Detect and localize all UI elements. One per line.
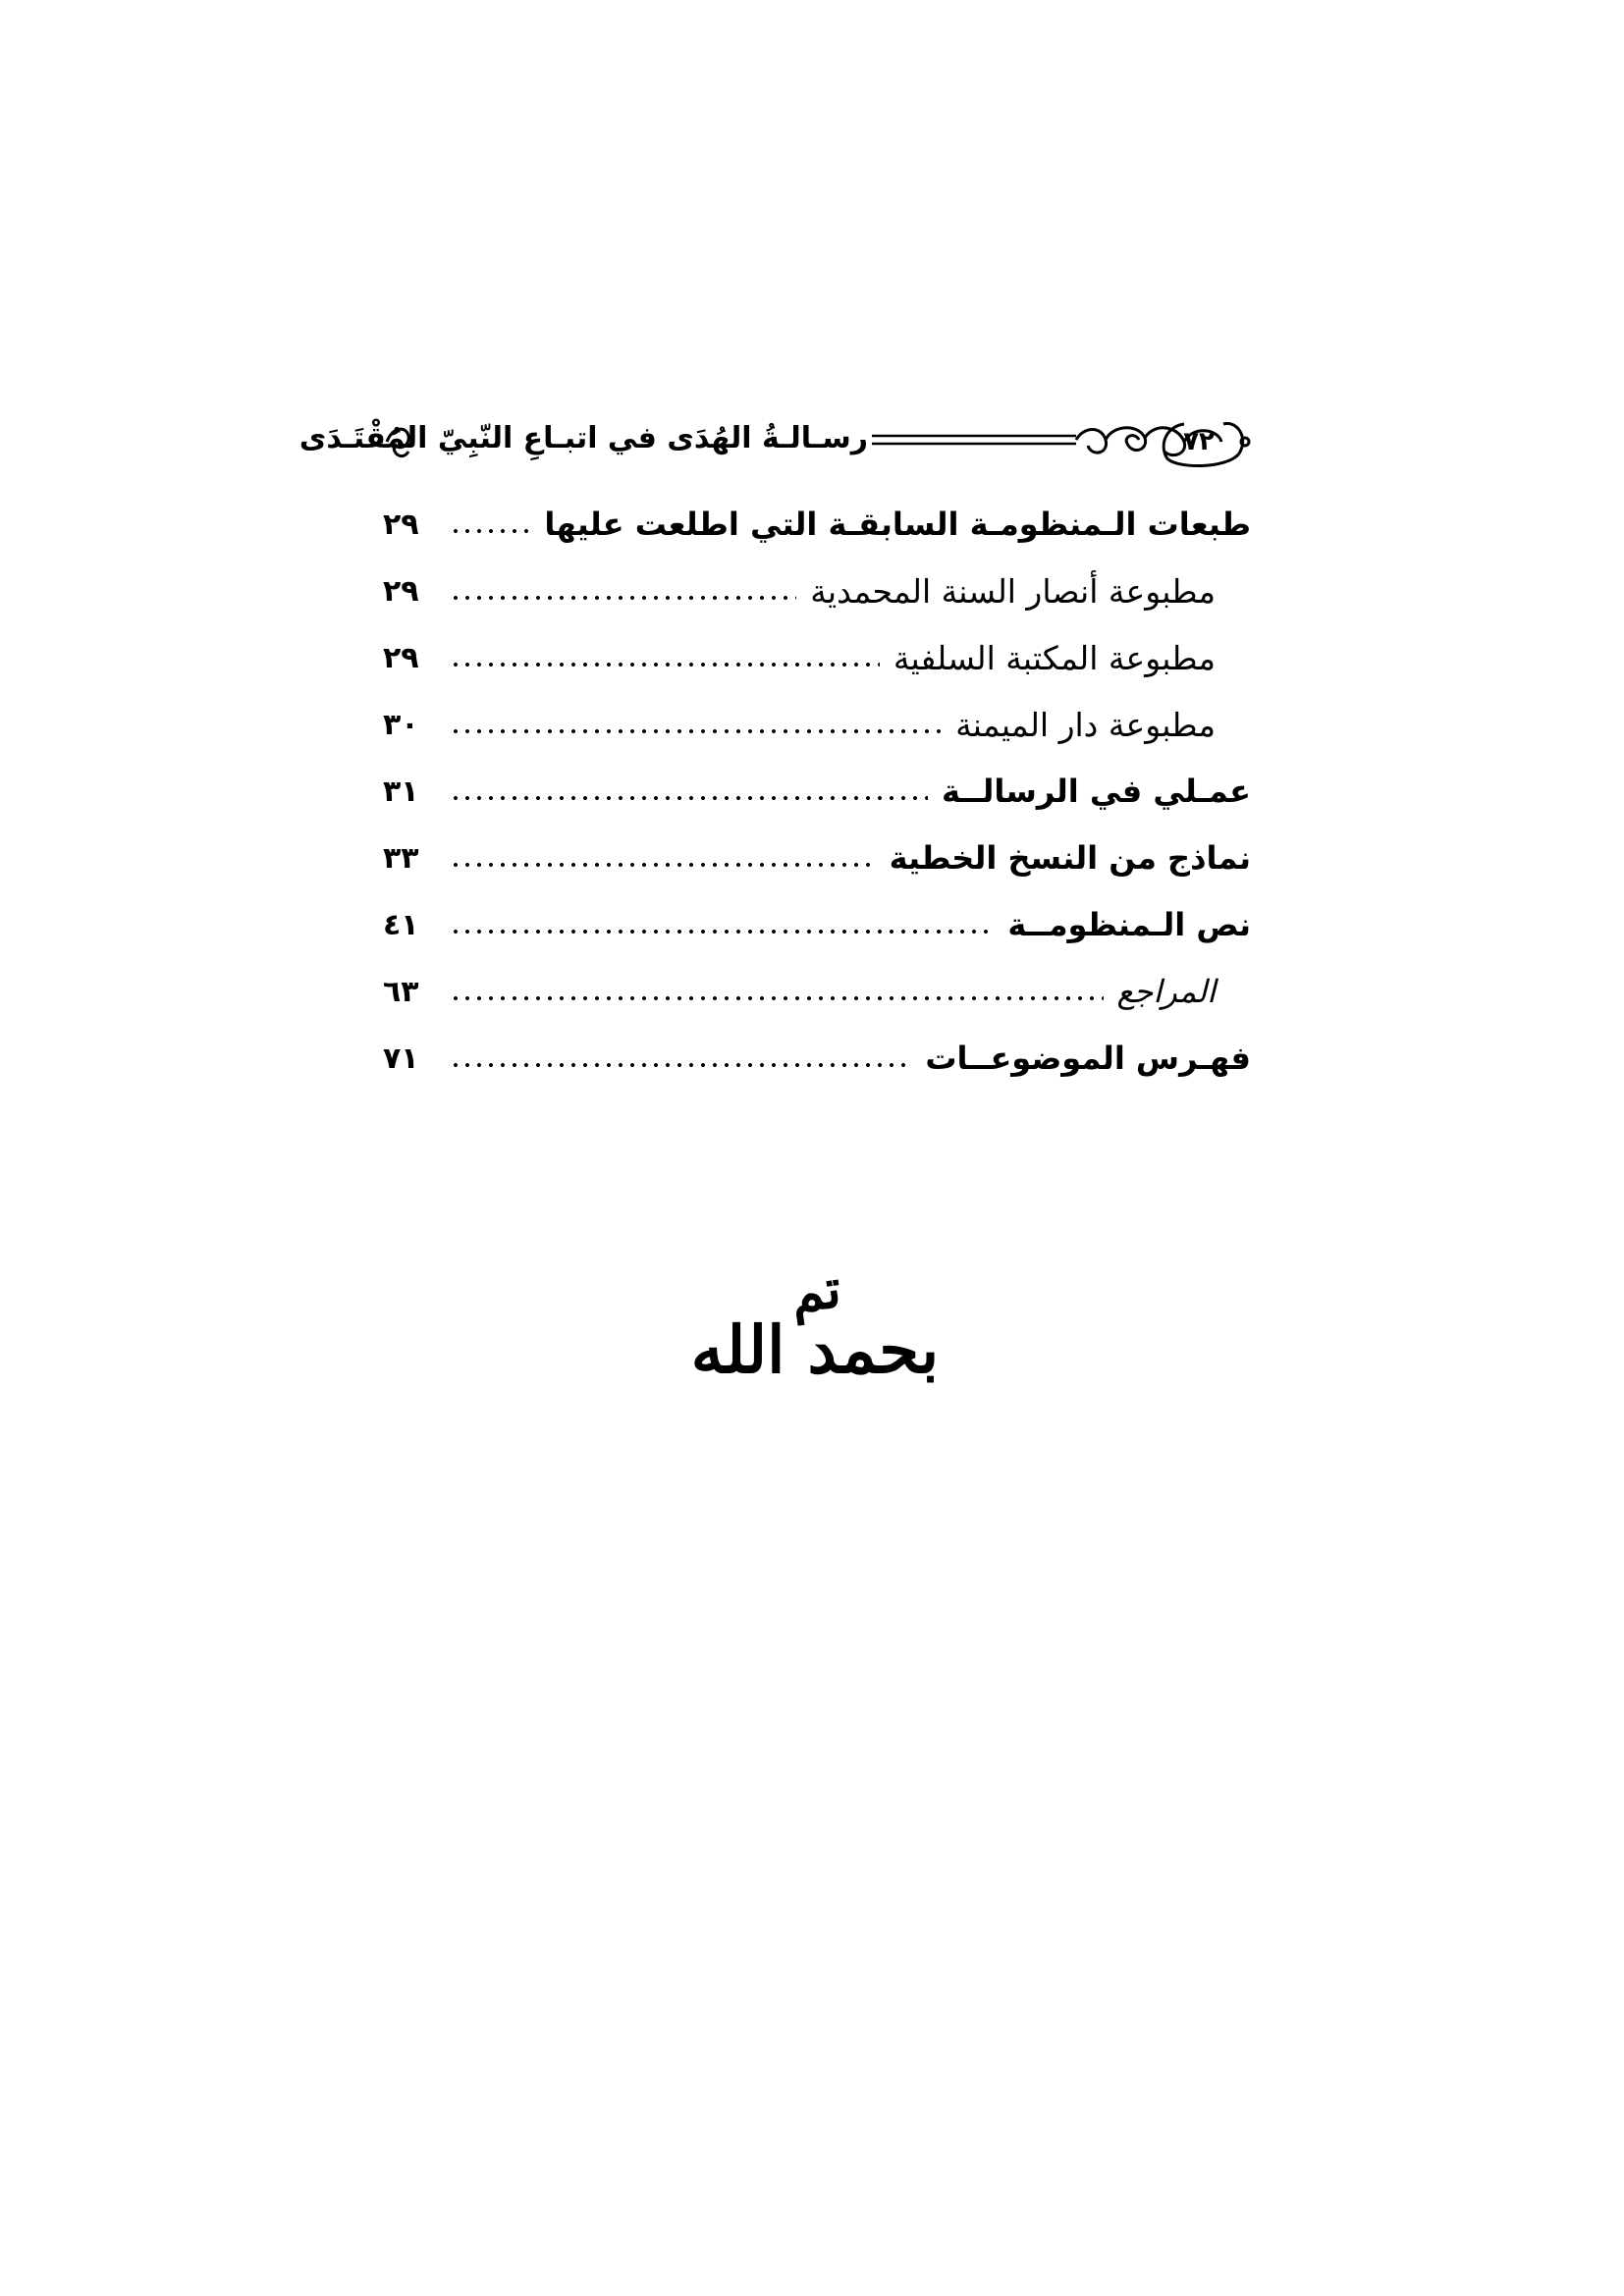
toc-page-number: ٣٣ [383,840,419,876]
toc-row[interactable] [383,491,1251,558]
toc-entry-title: مطبوعة دار الميمنة [955,705,1216,744]
toc-row[interactable] [383,558,1251,624]
closing-text [687,1217,943,1414]
toc-page-number: ٢٩ [383,507,419,542]
toc-entry-title: المراجع [1116,973,1216,1010]
closing-line-1: تم [785,1255,844,1326]
page-number: ٧٢ [1183,427,1215,456]
toc-page-number: ٦٣ [383,974,419,1009]
toc-dot-leader [450,595,796,601]
toc-dot-leader [450,728,942,734]
toc-dot-leader [450,528,530,534]
toc-entry-title: نماذج من النسخ الخطية [889,839,1251,877]
toc-row[interactable] [383,758,1251,825]
toc-dot-leader [450,662,880,667]
toc-page-number: ٧١ [383,1041,419,1076]
header-rule [872,436,1076,444]
toc-row[interactable] [383,624,1251,691]
toc-dot-leader [450,995,1104,1001]
toc-entry-title: مطبوعة أنصار السنة المحمدية [810,571,1216,611]
table-of-contents [383,491,1251,1092]
toc-dot-leader [450,795,928,801]
toc-row[interactable] [383,891,1251,958]
toc-entry-title: طبعات الـمنظومـة السابقـة التي اطلعت عليها [544,506,1251,543]
toc-page-number: ٣٠ [383,707,419,742]
toc-dot-leader [450,929,994,934]
toc-page-number: ٢٩ [383,573,419,609]
toc-entry-title: عمـلي في الرسالــة [942,773,1251,810]
toc-entry-title: نص الـمنظومــة [1007,906,1251,943]
toc-dot-leader [450,862,876,868]
toc-row[interactable] [383,1025,1251,1092]
toc-row[interactable] [383,825,1251,891]
closing-calligraphy [687,1217,943,1414]
toc-row[interactable] [383,691,1251,758]
toc-page-number: ٣١ [383,774,419,809]
toc-entry-title: فهـرس الموضوعــات [925,1040,1251,1077]
closing-line-2: بحمد الله [690,1311,940,1388]
toc-dot-leader [450,1062,911,1068]
toc-entry-title: مطبوعة المكتبة السلفية [893,638,1216,677]
running-title: رسـالـةُ الهُدَى في اتبـاعِ النّبِيّ المُقْتَـدَى [298,421,868,455]
toc-page-number: ٢٩ [383,640,419,675]
toc-page-number: ٤١ [383,907,419,942]
toc-row[interactable] [383,958,1251,1025]
